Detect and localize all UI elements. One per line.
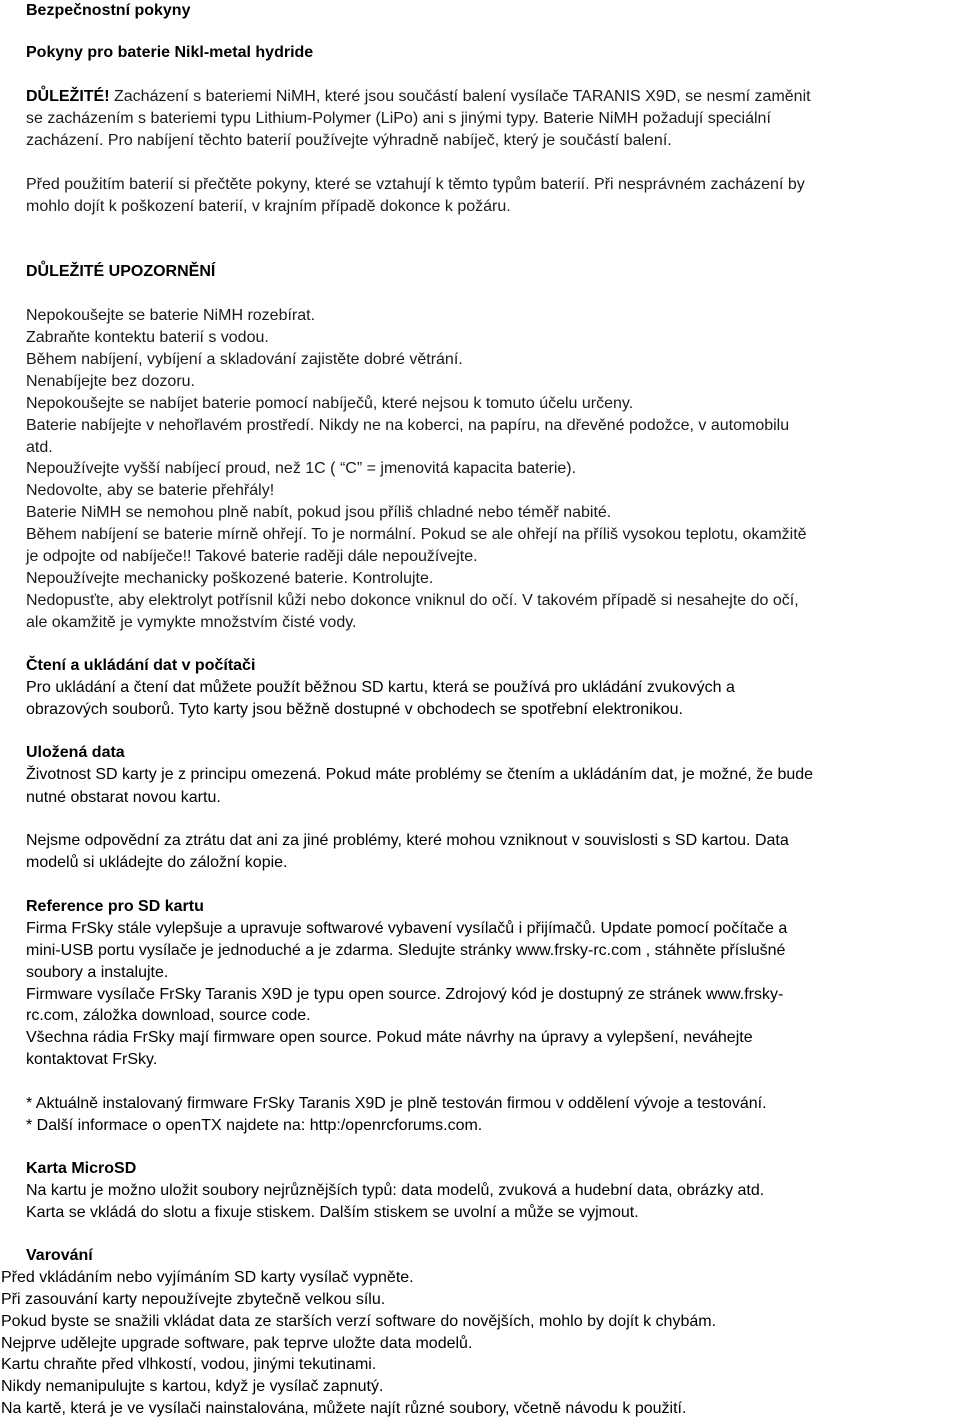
caution-heading: Varování	[26, 1247, 93, 1264]
intro-line-2: se zacházením s bateriemi typu Lithium-Polymer (LiPo) ani s jinými typy. Baterie NiMH požadují speciální	[26, 110, 771, 127]
document-title: Bezpečnostní pokyny	[26, 2, 191, 19]
intro-line-1	[26, 87, 811, 107]
reading-line-1: Pro ukládání a čtení dat můžete použít běžnou SD kartu, která se používá pro ukládání zvukových a	[26, 679, 735, 696]
caution-line: Pokud byste se snažili vkládat data ze starších verzí software do novějších, mohlo by dojít k chybám.	[1, 1313, 717, 1330]
reading-line-2: obrazových souborů. Tyto karty jsou běžně dostupné v obchodech se spotřební elektronikou.	[26, 701, 683, 718]
caution-line: Na kartě, která je ve vysílači nainstalována, můžete najít různé soubory, včetně návodu k použití.	[1, 1400, 687, 1417]
stored-line-1: Životnost SD karty je z principu omezená. Pokud máte problémy se čtením a ukládáním dat, je možné, že bude	[26, 766, 814, 783]
reference-line: rc.com, záložka download, source code.	[26, 1007, 311, 1024]
important-label: DŮLEŽITÉ!	[26, 88, 110, 105]
reference-heading: Reference pro SD kartu	[26, 898, 204, 915]
reference-line: mini-USB portu vysílače je jednoduché a je zdarma. Sledujte stránky www.frsky-rc.com , stáhněte příslušné	[26, 942, 786, 959]
warning-item: Během nabíjení se baterie mírně ohřejí. To je normální. Pokud se ale ohřejí na příliš vysokou teplotu, okamžitě	[26, 526, 807, 543]
nimh-section-title: Pokyny pro baterie Nikl-metal hydride	[26, 44, 314, 61]
firmware-note: * Aktuálně instalovaný firmware FrSky Taranis X9D je plně testován firmou v oddělení vývoje a testování.	[26, 1095, 767, 1112]
reading-heading: Čtení a ukládání dat v počítači	[26, 657, 256, 674]
intro-line-1-text: Zacházení s bateriemi NiMH, které jsou součástí balení vysílače TARANIS X9D, se nesmí zaměnit	[109, 88, 811, 105]
caution-line: Nikdy nemanipulujte s kartou, když je vysílač zapnutý.	[1, 1378, 384, 1395]
warning-item: Nepoužívejte mechanicky poškozené baterie. Kontrolujte.	[26, 570, 434, 587]
warning-item: Nedopusťte, aby elektrolyt potřísnil kůži nebo dokonce vniknul do očí. V takovém případě si nesahejte do očí,	[26, 592, 799, 609]
warning-item: Nepokoušejte se nabíjet baterie pomocí nabíječů, které nejsou k tomuto účelu určeny.	[26, 395, 634, 412]
warning-item: Nenabíjejte bez dozoru.	[26, 373, 195, 390]
reference-line: Firmware vysílače FrSky Taranis X9D je typu open source. Zdrojový kód je dostupný ze stránek www.frsky-	[26, 986, 784, 1003]
warning-item: Během nabíjení, vybíjení a skladování zajistěte dobré větrání.	[26, 351, 463, 368]
caution-line: Nejprve udělejte upgrade software, pak teprve uložte data modelů.	[1, 1335, 473, 1352]
warning-item: Nepokoušejte se baterie NiMH rozebírat.	[26, 307, 316, 324]
reference-line: Všechna rádia FrSky mají firmware open source. Pokud máte návrhy na úpravy a vylepšení, neváhejte	[26, 1029, 753, 1046]
warning-item: atd.	[26, 439, 53, 456]
microsd-line-2: Karta se vkládá do slotu a fixuje stiskem. Dalším stiskem se uvolní a může se vyjmout.	[26, 1204, 639, 1221]
caution-line: Při zasouvání karty nepoužívejte zbytečně velkou sílu.	[1, 1291, 386, 1308]
reference-line: Firma FrSky stále vylepšuje a upravuje softwarové vybavení vysílačů i přijímačů. Update pomocí počítače a	[26, 920, 788, 937]
warning-item: ale okamžitě je vymykte množstvím čisté vody.	[26, 614, 357, 631]
intro-line-3: zacházení. Pro nabíjení těchto baterií používejte výhradně nabíječ, který je součástí balení.	[26, 132, 672, 149]
stored-data-heading: Uložená data	[26, 744, 125, 761]
caution-line: Kartu chraňte před vlhkostí, vodou, jinými tekutinami.	[1, 1356, 377, 1373]
warning-item: Zabraňte kontektu baterií s vodou.	[26, 329, 269, 346]
stored-line-4: modelů si ukládejte do záložní kopie.	[26, 854, 288, 871]
warnings-heading: DŮLEŽITÉ UPOZORNĚNÍ	[26, 263, 216, 280]
warning-item: Baterie NiMH se nemohou plně nabít, pokud jsou příliš chladné nebo téměř nabité.	[26, 504, 612, 521]
warning-item: Baterie nabíjejte v nehořlavém prostředí. Nikdy ne na koberci, na papíru, na dřevěné podožce, v automobilu	[26, 417, 790, 434]
reference-line: kontaktovat FrSky.	[26, 1051, 158, 1068]
warning-item: je odpojte od nabíječe!! Takové baterie raději dále nepoužívejte.	[26, 548, 478, 565]
reference-line: soubory a instalujte.	[26, 964, 169, 981]
before-use-line-2: mohlo dojít k poškození baterií, v krajním případě dokonce k požáru.	[26, 198, 511, 215]
stored-line-2: nutné obstarat novou kartu.	[26, 789, 221, 806]
caution-line: Před vkládáním nebo vyjímáním SD karty vysílač vypněte.	[1, 1269, 414, 1286]
microsd-line-1: Na kartu je možno uložit soubory nejrůznějších typů: data modelů, zvuková a hudební data, obrázky atd.	[26, 1182, 765, 1199]
microsd-heading: Karta MicroSD	[26, 1160, 137, 1177]
stored-line-3: Nejsme odpovědní za ztrátu dat ani za jiné problémy, které mohou vzniknout v souvislosti s SD kartou. Data	[26, 832, 789, 849]
warning-item: Nedovolte, aby se baterie přehřály!	[26, 482, 275, 499]
before-use-line-1: Před použitím baterií si přečtěte pokyny, které se vztahují k těmto typům baterií. Při nesprávném zacházení by	[26, 176, 805, 193]
opentx-note: * Další informace o openTX najdete na: http:/openrcforums.com.	[26, 1117, 483, 1134]
warning-item: Nepoužívejte vyšší nabíjecí proud, než 1C ( “C” = jmenovitá kapacita baterie).	[26, 460, 577, 477]
